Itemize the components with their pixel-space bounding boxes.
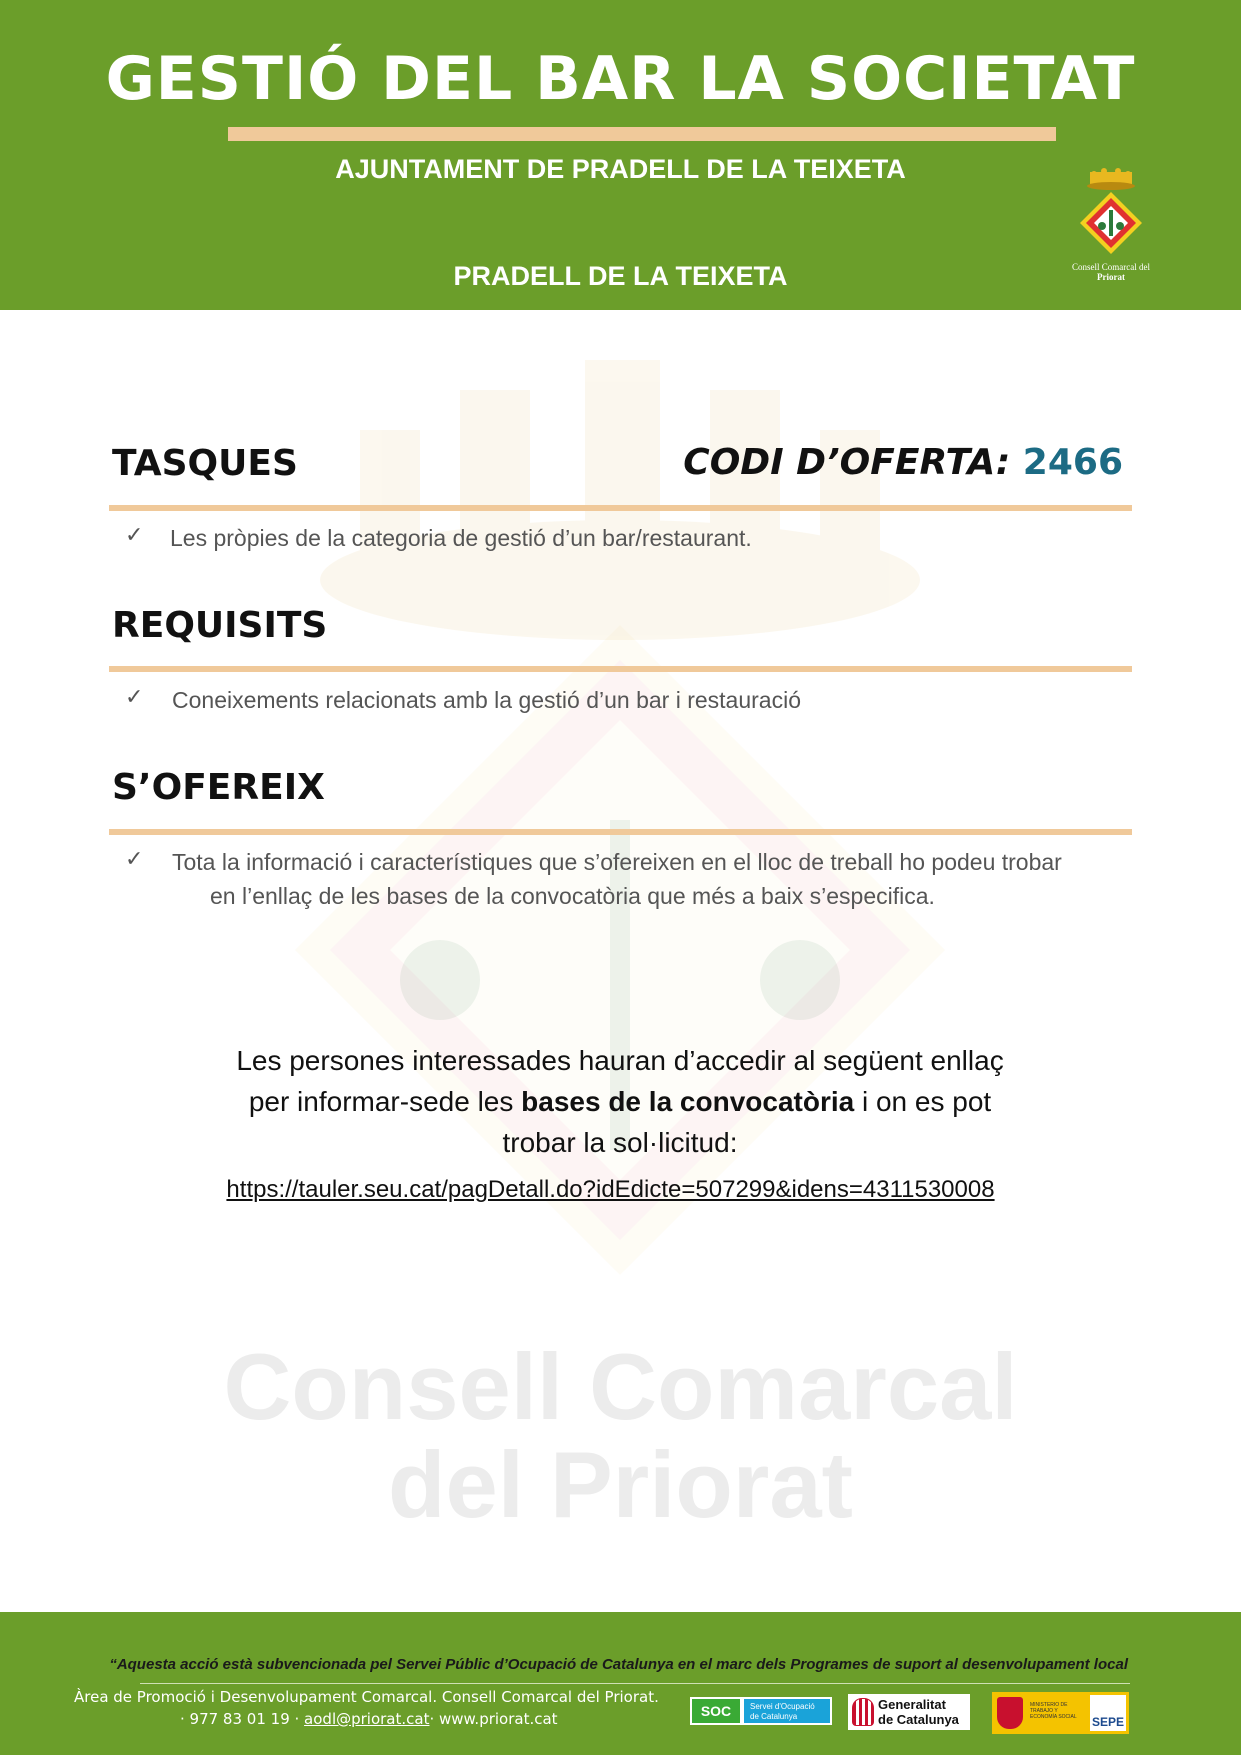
title-underline [228, 127, 1056, 141]
cta-line-2: per informar-sede les bases de la convocatòria i on es pot [248, 1086, 992, 1117]
footer-banner [0, 1612, 1241, 1755]
offer-code-label: CODI D’OFERTA: [683, 442, 1023, 483]
ofereix-item-line-1: Tota la informació i característiques que s’ofereixen en el lloc de treball ho podeu trobar [172, 849, 1062, 875]
section-rule [109, 505, 1132, 511]
sepe-logo: MINISTERIO DE TRABAJO Y ECONOMÍA SOCIAL SEPE [992, 1692, 1129, 1734]
section-title-tasques: TASQUES [112, 443, 298, 484]
footer-rule [140, 1683, 1130, 1684]
footer-phone: · 977 83 01 19 · [180, 1710, 305, 1728]
watermark-line-2: del Priorat [388, 1432, 853, 1537]
generalitat-icon [852, 1698, 874, 1726]
requisits-item: Coneixements relacionats amb la gestió d’un bar i restauració [172, 687, 801, 713]
offer-code-value: 2466 [1022, 442, 1123, 483]
section-title-ofereix: S’OFEREIX [112, 767, 325, 808]
watermark-line-1: Consell Comarcal [223, 1334, 1018, 1439]
crest-icon [1064, 168, 1158, 262]
cta-bold: bases de la convocatòria [521, 1086, 855, 1117]
header-location: PRADELL DE LA TEIXETA [453, 261, 788, 291]
footer-email-link[interactable]: aodl@priorat.cat [304, 1710, 430, 1728]
section-title-requisits: REQUISITS [112, 605, 328, 646]
check-icon: ✓ [125, 522, 144, 547]
convocatoria-link[interactable]: https://tauler.seu.cat/pagDetall.do?idEdicte=507299&idens=4311530008 [226, 1176, 995, 1203]
soc-logo: SOC Servei d'Ocupació de Catalunya [690, 1697, 832, 1725]
ofereix-item-line-2: en l’enllaç de les bases de la convocatòria que més a baix s’especifica. [210, 883, 935, 909]
offer-code [683, 442, 1123, 483]
tasques-item: Les pròpies de la categoria de gestió d’un bar/restaurant. [170, 525, 752, 551]
spain-shield-icon [997, 1697, 1023, 1729]
check-icon: ✓ [125, 684, 144, 709]
cta-line-1: Les persones interessades hauran d’accedir al següent enllaç [236, 1045, 1004, 1076]
crest-caption: Consell Comarcal del Priorat [1072, 262, 1150, 282]
section-rule [109, 829, 1132, 835]
footer-area: Àrea de Promoció i Desenvolupament Comarcal. Consell Comarcal del Priorat. [74, 1688, 659, 1706]
header-subtitle: AJUNTAMENT DE PRADELL DE LA TEIXETA [335, 154, 906, 184]
footer-contact [180, 1710, 558, 1728]
consell-crest [1064, 168, 1158, 286]
cta-line-3: trobar la sol·licitud: [502, 1127, 738, 1158]
generalitat-logo: Generalitat de Catalunya [848, 1694, 970, 1730]
section-rule [109, 666, 1132, 672]
check-icon: ✓ [125, 846, 144, 871]
header-banner [0, 0, 1241, 310]
footer-web: · www.priorat.cat [429, 1710, 558, 1728]
page-title: GESTIÓ DEL BAR LA SOCIETAT [105, 44, 1136, 114]
footer-subsidy-note: “Aquesta acció està subvencionada pel Servei Públic d’Ocupació de Catalunya en el marc dels Programes de suport al desenvolupament local [109, 1656, 1128, 1673]
cta-paragraph [200, 1040, 1040, 1163]
